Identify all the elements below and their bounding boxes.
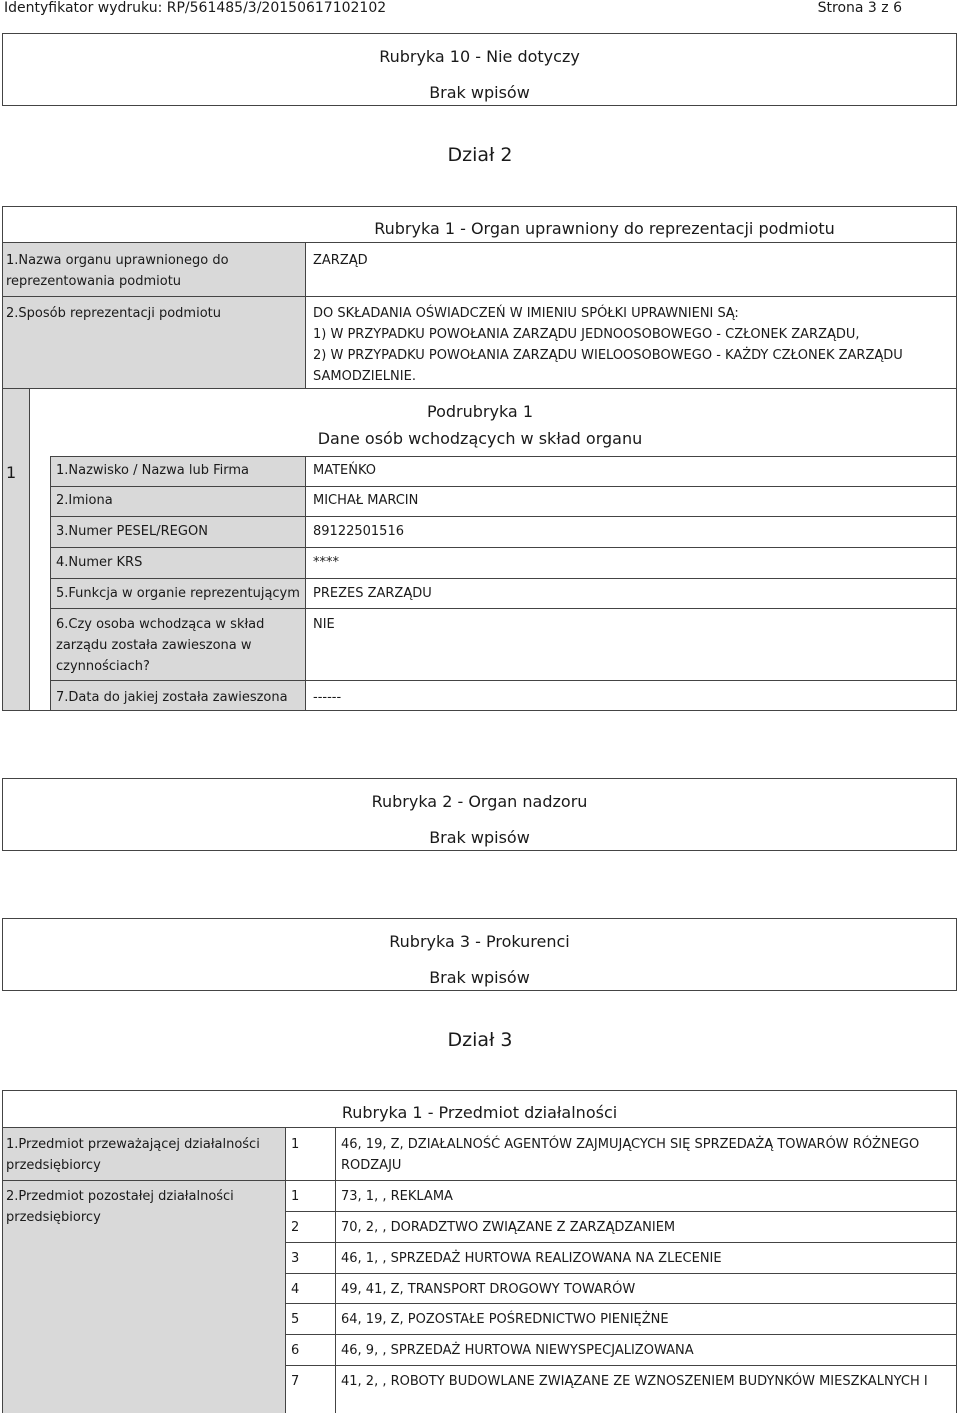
divider: [2, 296, 957, 297]
divider: [50, 486, 957, 487]
other-activity-no: 5: [291, 1312, 300, 1327]
person-row-value: ------: [313, 690, 342, 705]
divider: [2, 1127, 957, 1128]
representation-method-label: 2.Sposób reprezentacji podmiotu: [6, 306, 221, 321]
person-row-label: 1.Nazwisko / Nazwa lub Firma: [56, 463, 249, 478]
divider: [285, 1211, 957, 1212]
rubryka-2-title: Rubryka 2 - Organ nadzoru: [371, 792, 588, 811]
rubryka-3-empty: Brak wpisów: [429, 968, 530, 987]
other-activity-text: 73, 1, , REKLAMA: [341, 1189, 453, 1204]
divider: [50, 547, 957, 548]
other-activity-no: 3: [291, 1251, 300, 1266]
representation-line: SAMODZIELNIE.: [313, 369, 416, 384]
other-activity-no: 1: [291, 1189, 300, 1204]
main-activity-text: 46, 19, Z, DZIAŁALNOŚĆ AGENTÓW ZAJMUJĄCYCH SIĘ SPRZEDAŻĄ TOWARÓW RÓŻNEGO RODZAJU: [341, 1137, 920, 1173]
divider: [285, 1127, 286, 1413]
divider: [305, 456, 306, 710]
print-identifier: Identyfikator wydruku: RP/561485/3/20150617102102: [4, 0, 387, 16]
divider: [2, 242, 957, 243]
rubryka-2-empty: Brak wpisów: [429, 828, 530, 847]
other-activity-label: 2.Przedmiot pozostałej działalności przedsiębiorcy: [6, 1189, 234, 1225]
rubryka-10-box: [2, 33, 957, 106]
other-activity-text: 41, 2, , ROBOTY BUDOWLANE ZWIĄZANE ZE WZNOSZENIEM BUDYNKÓW MIESZKALNYCH I: [341, 1374, 928, 1389]
divider: [2, 1180, 957, 1181]
other-activity-no: 7: [291, 1374, 300, 1389]
other-activity-no: 2: [291, 1220, 300, 1235]
person-row-value: NIE: [313, 617, 335, 632]
person-row-value: 89122501516: [313, 524, 404, 539]
organ-name-label: 1.Nazwa organu uprawnionego do reprezentowania podmiotu: [6, 253, 229, 289]
representation-line: DO SKŁADANIA OŚWIADCZEŃ W IMIENIU SPÓŁKI UPRAWNIENI SĄ:: [313, 306, 739, 321]
divider: [50, 516, 957, 517]
person-row-label: 7.Data do jakiej została zawieszona: [56, 690, 288, 705]
divider: [285, 1242, 957, 1243]
person-row-value: PREZES ZARZĄDU: [313, 586, 432, 601]
person-row-value: MATEŃKO: [313, 463, 377, 478]
person-row-value: MICHAŁ MARCIN: [313, 493, 419, 508]
main-activity-label: 1.Przedmiot przeważającej działalności przedsiębiorcy: [6, 1137, 260, 1173]
divider: [305, 242, 306, 388]
podrubryka-subtitle: Dane osób wchodzących w skład organu: [317, 429, 643, 448]
other-activity-text: 46, 1, , SPRZEDAŻ HURTOWA REALIZOWANA NA ZLECENIE: [341, 1251, 722, 1266]
organ-name-value: ZARZĄD: [313, 253, 368, 268]
divider: [2, 388, 957, 389]
other-activity-text: 70, 2, , DORADZTWO ZWIĄZANE Z ZARZĄDZANIEM: [341, 1220, 676, 1235]
person-row-label: 5.Funkcja w organie reprezentującym: [56, 586, 300, 601]
rubryka-2-box: [2, 778, 957, 851]
person-row-label: 2.Imiona: [56, 493, 113, 508]
person-row-value: ****: [313, 555, 339, 570]
other-activity-text: 46, 9, , SPRZEDAŻ HURTOWA NIEWYSPECJALIZOWANA: [341, 1343, 694, 1358]
person-row-label: 4.Numer KRS: [56, 555, 143, 570]
dzial2-rubryka-1-title: Rubryka 1 - Organ uprawniony do reprezentacji podmiotu: [374, 219, 835, 238]
other-activity-no: 4: [291, 1282, 300, 1297]
rubryka-3-title: Rubryka 3 - Prokurenci: [389, 932, 570, 951]
other-activity-text: 49, 41, Z, TRANSPORT DROGOWY TOWARÓW: [341, 1282, 636, 1297]
dzial-3-title: Dział 3: [447, 1029, 513, 1051]
page-number: Strona 3 z 6: [817, 0, 902, 16]
main-activity-no: 1: [291, 1137, 300, 1152]
divider: [285, 1273, 957, 1274]
dzial3-rubryka-1-title: Rubryka 1 - Przedmiot działalności: [341, 1103, 618, 1122]
divider: [285, 1334, 957, 1335]
divider: [285, 1365, 957, 1366]
person-row-label: 6.Czy osoba wchodząca w skład zarządu została zawieszona w czynnościach?: [56, 617, 265, 674]
person-index: 1: [6, 463, 17, 482]
representation-line: 1) W PRZYPADKU POWOŁANIA ZARZĄDU JEDNOOSOBOWEGO - CZŁONEK ZARZĄDU,: [313, 327, 860, 342]
divider: [335, 1127, 336, 1413]
divider: [50, 608, 957, 609]
rubryka-3-box: [2, 918, 957, 991]
divider: [50, 578, 957, 579]
podrubryka-title: Podrubryka 1: [427, 402, 533, 421]
dzial-2-title: Dział 2: [447, 144, 513, 166]
other-activity-no: 6: [291, 1343, 300, 1358]
divider: [285, 1303, 957, 1304]
divider: [50, 680, 957, 681]
divider: [50, 456, 957, 457]
rubryka-10-empty: Brak wpisów: [429, 83, 530, 102]
rubryka-10-title: Rubryka 10 - Nie dotyczy: [379, 47, 580, 66]
representation-line: 2) W PRZYPADKU POWOŁANIA ZARZĄDU WIELOOSOBOWEGO - KAŻDY CZŁONEK ZARZĄDU: [313, 348, 903, 363]
other-activity-text: 64, 19, Z, POZOSTAŁE POŚREDNICTWO PIENIĘŻNE: [341, 1312, 669, 1327]
person-row-label: 3.Numer PESEL/REGON: [56, 524, 208, 539]
divider: [50, 456, 51, 710]
